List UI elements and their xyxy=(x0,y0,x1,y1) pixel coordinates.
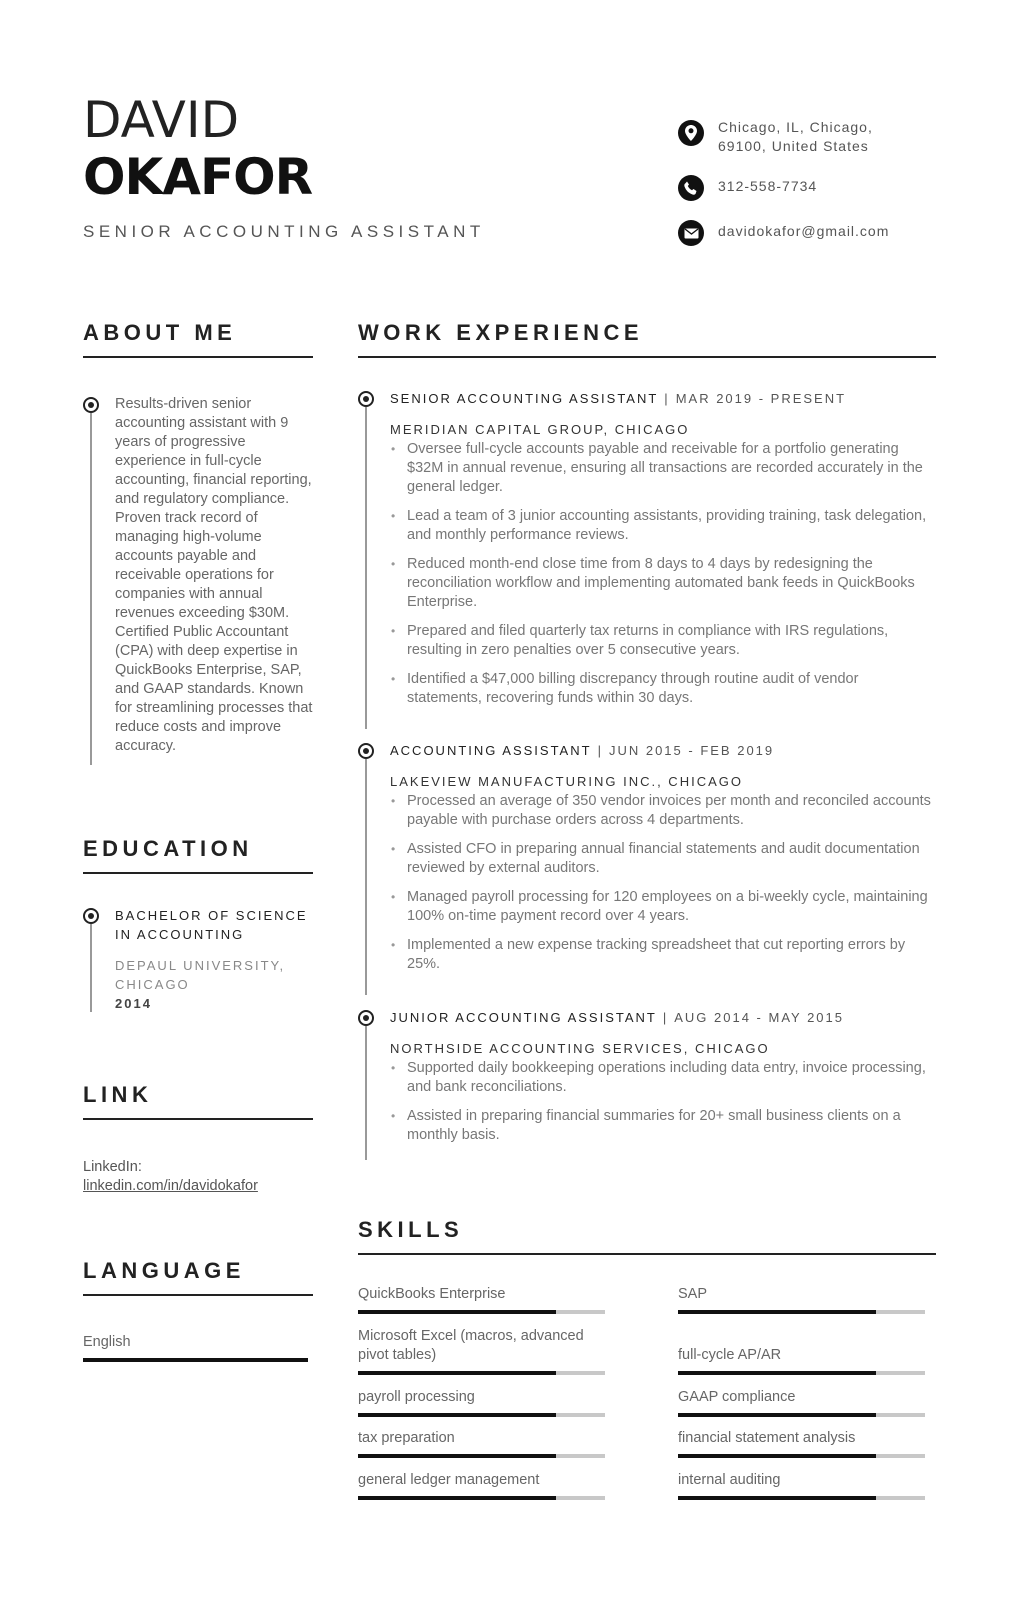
job-separator: | xyxy=(664,391,670,406)
job-separator: | xyxy=(662,1010,669,1025)
job-role: ACCOUNTING ASSISTANT xyxy=(390,743,592,758)
language-item xyxy=(83,1334,313,1362)
address-line-1: Chicago, IL, Chicago, xyxy=(718,119,873,135)
job-bullets xyxy=(358,792,936,974)
timeline-dot xyxy=(358,1010,374,1026)
language-name: English xyxy=(83,1334,131,1350)
skill-level-fill xyxy=(358,1454,556,1458)
about-body xyxy=(83,395,313,775)
job-company: LAKEVIEW MANUFACTURING INC., CHICAGO xyxy=(390,774,743,789)
timeline-dot xyxy=(358,743,374,759)
job-heading xyxy=(358,1009,936,1027)
skill-item xyxy=(678,1429,925,1458)
job-heading xyxy=(358,742,936,760)
education-year: 2014 xyxy=(115,996,152,1011)
skill-level-fill xyxy=(678,1454,876,1458)
contact-phone xyxy=(678,173,978,201)
skill-item xyxy=(678,1285,925,1314)
timeline-dot xyxy=(83,397,99,413)
skill-bar xyxy=(358,1310,605,1314)
job-dates: MAR 2019 - PRESENT xyxy=(675,391,847,406)
work-body xyxy=(358,390,936,1170)
work-title: WORK EXPERIENCE xyxy=(358,320,936,358)
education-body xyxy=(83,906,313,1026)
job-bullet: • Managed payroll processing for 120 employees on a bi-weekly cycle, maintaining 100% on-time payment record over 4 years. xyxy=(390,888,936,926)
skill-bar xyxy=(358,1496,605,1500)
education-school: DEPAUL UNIVERSITY, CHICAGO xyxy=(115,958,286,992)
skill-level-fill xyxy=(358,1310,556,1314)
skill-item xyxy=(678,1346,925,1375)
skill-name: QuickBooks Enterprise xyxy=(358,1286,506,1302)
job-company: MERIDIAN CAPITAL GROUP, CHICAGO xyxy=(390,422,690,437)
about-title: ABOUT ME xyxy=(83,320,313,358)
email-address[interactable]: davidokafor@gmail.com xyxy=(718,223,890,239)
skill-name: GAAP compliance xyxy=(678,1389,796,1405)
skill-bar xyxy=(678,1454,925,1458)
language-title: LANGUAGE xyxy=(83,1258,313,1296)
contact-email xyxy=(678,218,978,246)
skill-bar xyxy=(678,1310,925,1314)
job-bullet: • Assisted CFO in preparing annual financial statements and audit documentation reviewed by external auditors. xyxy=(390,840,936,878)
job-bullet: • Assisted in preparing financial summaries for 20+ small business clients on a monthly basis. xyxy=(390,1107,936,1145)
skill-bar xyxy=(358,1413,605,1417)
skill-name: general ledger management xyxy=(358,1472,540,1488)
job-role: SENIOR ACCOUNTING ASSISTANT xyxy=(390,391,659,406)
address-line-2: 69100, United States xyxy=(718,138,869,154)
job-bullet: • Oversee full-cycle accounts payable and receivable for a portfolio generating $32M in annual revenue, ensuring all transactions are recorded accurately in the general ledger. xyxy=(390,440,936,497)
job-bullet: • Supported daily bookkeeping operations including data entry, invoice processing, and bank reconciliations. xyxy=(390,1059,936,1097)
skill-level-fill xyxy=(358,1371,556,1375)
timeline-dot xyxy=(358,391,374,407)
skill-item xyxy=(358,1327,605,1375)
skill-bar xyxy=(358,1454,605,1458)
linkedin-label: LinkedIn: xyxy=(83,1159,142,1175)
skill-bar xyxy=(678,1496,925,1500)
skill-level-fill xyxy=(678,1413,876,1417)
job-dates: JUN 2015 - FEB 2019 xyxy=(608,743,775,758)
job-bullet: • Lead a team of 3 junior accounting assistants, providing training, task delegation, and monthly performance reviews. xyxy=(390,507,936,545)
job-bullets xyxy=(358,1059,936,1145)
skill-name: financial statement analysis xyxy=(678,1430,856,1446)
skill-level-fill xyxy=(678,1310,876,1314)
contact-address xyxy=(678,118,978,156)
timeline-line xyxy=(365,759,367,995)
skill-bar xyxy=(358,1371,605,1375)
skill-name: full-cycle AP/AR xyxy=(678,1347,782,1363)
language-level-bar xyxy=(83,1358,308,1362)
contact-info xyxy=(678,118,978,263)
email-icon xyxy=(678,220,704,246)
skill-item xyxy=(678,1471,925,1500)
job-title: SENIOR ACCOUNTING ASSISTANT xyxy=(83,222,485,241)
education-title: EDUCATION xyxy=(83,836,313,874)
location-pin-icon xyxy=(678,120,704,146)
job-bullet: • Prepared and filed quarterly tax returns in compliance with IRS regulations, resulting in zero penalties over 5 consecutive years. xyxy=(390,622,936,660)
job-entry xyxy=(358,742,936,984)
skill-item xyxy=(358,1285,605,1314)
skill-level-fill xyxy=(358,1413,556,1417)
job-bullet: • Reduced month-end close time from 8 days to 4 days by redesigning the reconciliation workflow and implementing automated bank feeds in QuickBooks Enterprise. xyxy=(390,555,936,612)
timeline-line xyxy=(90,924,92,1012)
skill-level-fill xyxy=(678,1371,876,1375)
phone-number[interactable]: 312-558-7734 xyxy=(718,178,818,194)
job-bullet: • Implemented a new expense tracking spreadsheet that cut reporting errors by 25%. xyxy=(390,936,936,974)
job-heading xyxy=(358,390,936,408)
skills-section xyxy=(358,1217,936,1517)
skills-title: SKILLS xyxy=(358,1217,936,1255)
skill-name: SAP xyxy=(678,1286,708,1302)
timeline-line xyxy=(90,413,92,765)
skill-item xyxy=(358,1388,605,1417)
skill-name: Microsoft Excel (macros, advanced pivot tables) xyxy=(358,1328,584,1363)
linkedin-link[interactable]: linkedin.com/in/davidokafor xyxy=(83,1178,258,1194)
job-separator: | xyxy=(597,743,603,758)
skill-bar xyxy=(678,1413,925,1417)
job-bullet: • Processed an average of 350 vendor invoices per month and reconciled accounts payable with purchase orders across 4 departments. xyxy=(390,792,936,830)
skill-name: internal auditing xyxy=(678,1472,781,1488)
last-name: OKAFOR xyxy=(83,148,313,206)
skill-item xyxy=(358,1471,605,1500)
timeline-dot xyxy=(83,908,99,924)
skill-name: payroll processing xyxy=(358,1389,475,1405)
job-bullets xyxy=(358,440,936,708)
skill-name: tax preparation xyxy=(358,1430,455,1446)
phone-icon xyxy=(678,175,704,201)
link-section xyxy=(83,1082,313,1196)
about-section xyxy=(83,320,313,358)
skill-level-fill xyxy=(678,1496,876,1500)
timeline-line xyxy=(365,407,367,729)
skill-item xyxy=(678,1388,925,1417)
about-text: Results-driven senior accounting assistant with 9 years of progressive experience in full-cycle accounting, financial reporting, and regulatory compliance. Proven track record of managing high-volume accounts payable and receivable operations for companies with annual revenues exceeding $30M. Certified Public Accountant (CPA) with deep expertise in QuickBooks Enterprise, SAP, and GAAP standards. Known for streamlining processes that reduce costs and improve accuracy. xyxy=(115,396,313,754)
job-dates: AUG 2014 - MAY 2015 xyxy=(674,1010,844,1025)
skill-level-fill xyxy=(358,1496,556,1500)
job-role: JUNIOR ACCOUNTING ASSISTANT xyxy=(390,1010,657,1025)
job-bullet: • Identified a $47,000 billing discrepancy through routine audit of vendor statements, recovering funds within 30 days. xyxy=(390,670,936,708)
work-section xyxy=(358,320,936,358)
job-entry xyxy=(358,390,936,718)
timeline-line xyxy=(365,1026,367,1160)
first-name: DAVID xyxy=(83,91,240,149)
skill-item xyxy=(358,1429,605,1458)
job-company: NORTHSIDE ACCOUNTING SERVICES, CHICAGO xyxy=(390,1041,770,1056)
education-section xyxy=(83,836,313,874)
resume-header xyxy=(83,92,485,242)
education-degree: BACHELOR OF SCIENCE IN ACCOUNTING xyxy=(115,908,308,942)
job-entry xyxy=(358,1009,936,1155)
link-title: LINK xyxy=(83,1082,313,1120)
language-section xyxy=(83,1258,313,1362)
skill-bar xyxy=(678,1371,925,1375)
